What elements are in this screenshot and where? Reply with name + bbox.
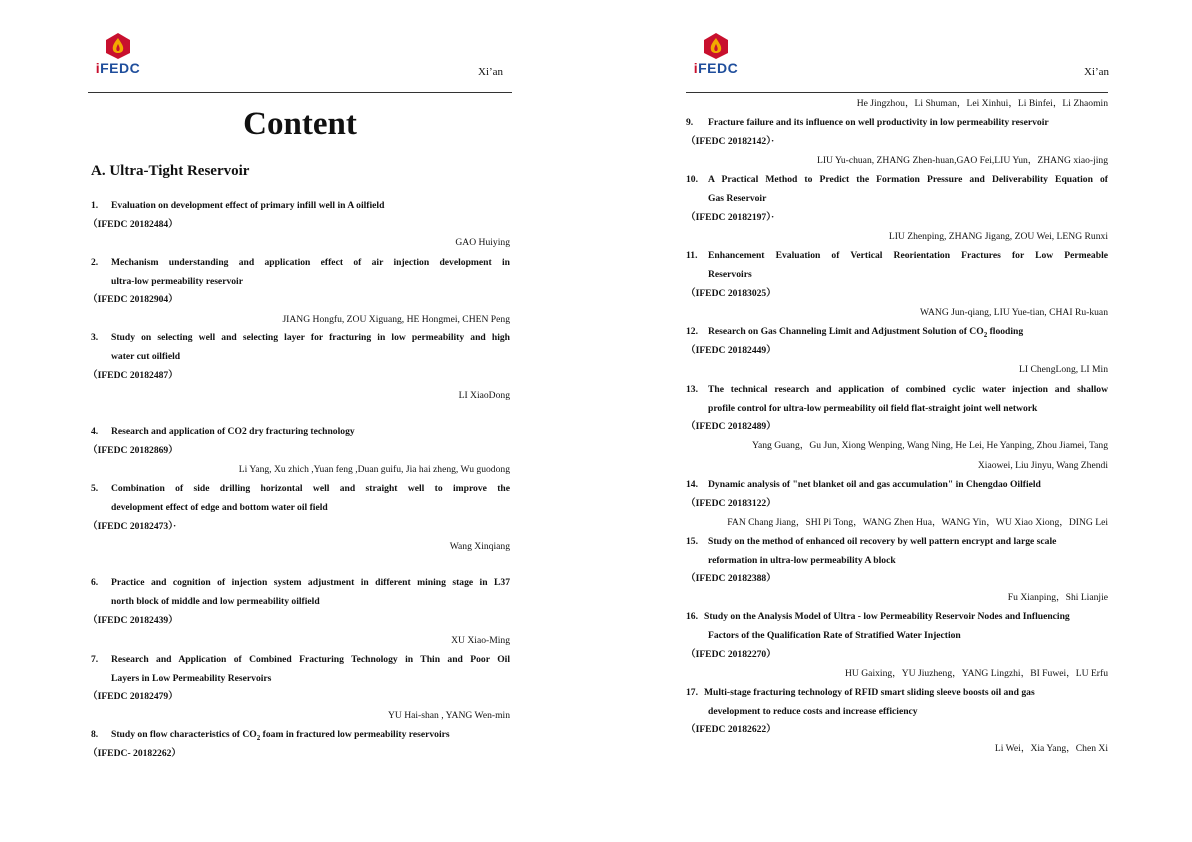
entry-title: Research and application of CO2 dry fracturing technology <box>111 426 355 437</box>
ifedc-logo <box>88 32 148 78</box>
ifedc-flame-logo-icon <box>700 32 732 60</box>
entry-title: Mechanism understanding and application effect of air injection development in <box>111 257 510 268</box>
entry-authors: Fu Xianping，Shi Lianjie <box>1007 592 1108 603</box>
entry-number: 6. <box>91 577 99 588</box>
header-city: Xi’an <box>1084 66 1110 78</box>
entry-number: 17. <box>686 687 698 698</box>
entry-authors-cont: Xiaowei, Liu Jinyu, Wang Zhendi <box>977 460 1108 471</box>
entry-title: Fracture failure and its influence on well productivity in low permeability reservoir <box>708 117 1049 128</box>
entry-title-cont: Layers in Low Permeability Reservoirs <box>111 673 272 684</box>
entry-authors: HU Gaixing，YU Jiuzheng，YANG Lingzhi，BI Fuwei，LU Erfu <box>845 668 1108 679</box>
entry-title-cont: Gas Reservoir <box>708 193 767 204</box>
entry-number: 5. <box>91 483 99 494</box>
entry-authors: LI ChengLong, LI Min <box>1019 364 1108 375</box>
entry-authors: JIANG Hongfu, ZOU Xiguang, HE Hongmei, CHEN Peng <box>282 314 510 325</box>
entry-title: Evaluation on development effect of primary infill well in A oilfield <box>111 200 385 211</box>
entry-authors: Li Yang, Xu zhich ,Yuan feng ,Duan guifu, Jia hai zheng, Wu guodong <box>238 464 510 475</box>
entry-number: 8. <box>91 729 99 740</box>
entry-code: （IFEDC 20182449） <box>686 345 776 356</box>
entry-title-cont: Reservoirs <box>708 269 752 280</box>
entry-number: 1. <box>91 200 99 211</box>
entry-title: A Practical Method to Predict the Formation Pressure and Deliverability Equation of <box>708 174 1108 185</box>
header-rule <box>88 92 512 93</box>
entry-authors: LI XiaoDong <box>458 390 510 401</box>
entry-number: 3. <box>91 332 99 343</box>
entry-code: （IFEDC 20182197）· <box>686 212 775 223</box>
entry-code: （IFEDC 20182270） <box>686 649 776 660</box>
entry-number: 16. <box>686 611 698 622</box>
entry-title-cont: water cut oilfield <box>111 351 181 362</box>
entry-number: 2. <box>91 257 99 268</box>
entry-code: （IFEDC- 20182262） <box>88 748 182 759</box>
entry-authors: LIU Yu-chuan, ZHANG Zhen-huan,GAO Fei,LIU Yun，ZHANG xiao-jing <box>816 155 1108 166</box>
entry-title: Study on the method of enhanced oil recovery by well pattern encrypt and large scale <box>708 536 1057 547</box>
entry-authors: YU Hai-shan , YANG Wen-min <box>387 710 510 721</box>
entry-number: 11. <box>686 250 698 261</box>
entry-title-cont: development effect of edge and bottom water oil field <box>111 502 328 513</box>
entry-code: （IFEDC 20182388） <box>686 573 776 584</box>
entry-authors: LIU Zhenping, ZHANG Jigang, ZOU Wei, LENG Runxi <box>888 231 1108 242</box>
entry-title: Research and Application of Combined Fracturing Technology in Thin and Poor Oil <box>111 654 510 665</box>
entry-authors: Wang Xinqiang <box>449 541 510 552</box>
entry-authors: XU Xiao-Ming <box>451 635 510 646</box>
entry-title: Study on the Analysis Model of Ultra - low Permeability Reservoir Nodes and Influencing <box>704 611 1070 622</box>
entry-number: 9. <box>686 117 694 128</box>
entry-title: Dynamic analysis of "net blanket oil and gas accumulation" in Chengdao Oilfield <box>708 479 1041 490</box>
entry-authors: Li Wei，Xia Yang，Chen Xi <box>994 743 1108 754</box>
entry-code: （IFEDC 20182869） <box>88 445 178 456</box>
header-rule <box>686 92 1108 93</box>
entry-code: （IFEDC 20182473）· <box>88 521 177 532</box>
entry-title: Study on selecting well and selecting layer for fracturing in low permeability and high <box>111 332 510 343</box>
entry-number: 10. <box>686 174 698 185</box>
entry-number: 7. <box>91 654 99 665</box>
entry-number: 14. <box>686 479 698 490</box>
logo-wordmark: iFEDC <box>95 60 141 76</box>
entry-code: （IFEDC 20182904） <box>88 294 178 305</box>
entry-title: Multi-stage fracturing technology of RFID smart sliding sleeve boosts oil and gas <box>704 687 1035 698</box>
entry-title: The technical research and application of combined cyclic water injection and shallow <box>708 384 1108 395</box>
entry-number: 12. <box>686 326 698 337</box>
entry-authors: GAO Huiying <box>455 237 510 248</box>
entry-title: Combination of side drilling horizontal well and straight well to improve the <box>111 483 510 494</box>
entry-title-cont: profile control for ultra-low permeability oil field flat-straight joint well network <box>708 403 1038 414</box>
entry-title: Study on flow characteristics of $CO_2$ foam in fractured low permeability reservoirs <box>111 729 450 742</box>
ifedc-logo <box>686 32 746 78</box>
right-page <box>596 0 1192 842</box>
page-title: Content <box>243 106 357 142</box>
entry-title-cont: north block of middle and low permeability oilfield <box>111 596 320 607</box>
logo-wordmark: iFEDC <box>693 60 739 76</box>
entry-code: （IFEDC 20183122） <box>686 498 776 509</box>
entry-title-cont: development to reduce costs and increase efficiency <box>708 706 918 717</box>
entry-number: 13. <box>686 384 698 395</box>
entry-code: （IFEDC 20182142）· <box>686 136 775 147</box>
entry-code: （IFEDC 20183025） <box>686 288 776 299</box>
entry-code: （IFEDC 20182622） <box>686 724 776 735</box>
entry-code: （IFEDC 20182439） <box>88 615 178 626</box>
ifedc-flame-logo-icon <box>102 32 134 60</box>
entry-title-cont: Factors of the Qualification Rate of Stratified Water Injection <box>708 630 961 641</box>
entry-code: （IFEDC 20182484） <box>88 219 178 230</box>
section-heading: A. Ultra-Tight Reservoir <box>91 163 250 179</box>
entry-number: 4. <box>91 426 99 437</box>
entry-title: Research on Gas Channeling Limit and Adjustment Solution of $CO_2$ flooding <box>708 326 1024 339</box>
entry-code: （IFEDC 20182489） <box>686 421 776 432</box>
entry-authors: FAN Chang Jiang，SHI Pi Tong，WANG Zhen Hua，WANG Yin，WU Xiao Xiong，DING Lei <box>727 517 1108 528</box>
entry-number: 15. <box>686 536 698 547</box>
entry-title-cont: reformation in ultra-low permeability A block <box>708 555 896 566</box>
entry-title-cont: ultra-low permeability reservoir <box>111 276 243 287</box>
header-city: Xi’an <box>478 66 504 78</box>
entry-code: （IFEDC 20182479） <box>88 691 178 702</box>
entry-title: Practice and cognition of injection system adjustment in different mining stage in L37 <box>111 577 510 588</box>
entry-authors-continued: He Jingzhou，Li Shuman，Lei Xinhui，Li Binfei，Li Zhaomin <box>856 98 1108 109</box>
entry-code: （IFEDC 20182487） <box>88 370 178 381</box>
entry-authors: Yang Guang，Gu Jun, Xiong Wenping, Wang Ning, He Lei, He Yanping, Zhou Jiamei, Tang <box>751 440 1108 451</box>
entry-authors: WANG Jun-qiang, LIU Yue-tian, CHAI Ru-kuan <box>919 307 1108 318</box>
entry-title: Enhancement Evaluation of Vertical Reorientation Fractures for Low Permeable <box>708 250 1108 261</box>
